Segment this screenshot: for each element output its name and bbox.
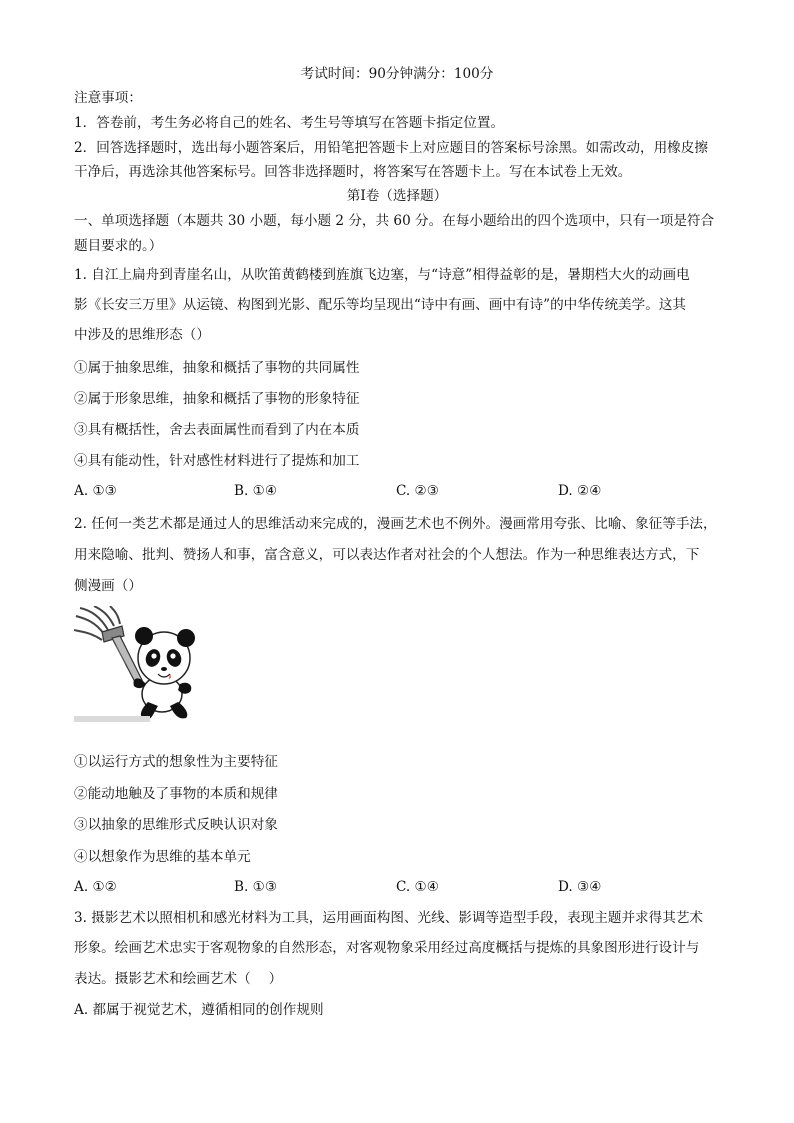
q2-option-a[interactable]: A. ①② — [74, 879, 117, 895]
q1-stem-line-2: 影《长安三万里》从运镜、构图到光影、配乐等均呈现出“诗中有画、画中有诗”的中华传统美学。这其 — [74, 297, 687, 313]
q2-stem-line-2: 用来隐喻、批判、赞扬人和事，富含意义，可以表达作者对社会的个人想法。作为一种思维表达方式，下 — [74, 547, 700, 563]
notice-item-1: 1．答卷前，考生务必将自己的姓名、考生号等填写在答题卡指定位置。 — [74, 115, 505, 131]
q1-option-b[interactable]: B. ①④ — [234, 483, 278, 499]
notice-item-2-line-2: 干净后，再选涂其他答案标号。回答非选择题时，将答案写在答题卡上。写在本试卷上无效。 — [74, 164, 632, 180]
section-title: 第Ⅰ卷（选择题） — [346, 188, 448, 204]
q2-statement-4: ④以想象作为思维的基本单元 — [74, 849, 251, 865]
q3-option-a[interactable]: A. 都属于视觉艺术，遵循相同的创作规则 — [74, 1002, 324, 1018]
q3-stem-line-3: 表达。摄影艺术和绘画艺术（ ） — [74, 971, 283, 987]
q2-stem-line-3: 侧漫画（） — [74, 578, 142, 594]
q2-statement-1: ①以运行方式的想象性为主要特征 — [74, 754, 278, 770]
q1-stem-line-1: 1. 自江上扁舟到青崖名山，从吹笛黄鹤楼到旌旗飞边塞，与“诗意”相得益彰的是，暑期档大火的动画电 — [74, 267, 690, 283]
q1-statement-1: ①属于抽象思维，抽象和概括了事物的共同属性 — [74, 360, 360, 376]
q1-option-a[interactable]: A. ①③ — [74, 483, 117, 499]
section-instruction-line-1: 一、单项选择题（本题共 30 小题，每小题 2 分，共 60 分。在每小题给出的四个选项中，只有一项是符合 — [74, 213, 715, 229]
q1-options — [74, 481, 724, 501]
q2-option-d[interactable]: D. ③④ — [558, 879, 602, 895]
panda-icon — [133, 627, 195, 720]
q2-option-c[interactable]: C. ①④ — [396, 879, 439, 895]
notice-item-2-line-1: 2．回答选择题时，选出每小题答案后，用铅笔把答题卡上对应题目的答案标号涂黑。如需改动，用橡皮擦 — [74, 140, 708, 156]
q1-statement-2: ②属于形象思维，抽象和概括了事物的形象特征 — [74, 391, 360, 407]
notice-title: 注意事项： — [74, 90, 142, 106]
q1-option-c[interactable]: C. ②③ — [396, 483, 439, 499]
q1-option-d[interactable]: D. ②④ — [558, 483, 602, 499]
q2-statement-2: ②能动地触及了事物的本质和规律 — [74, 786, 278, 802]
exam-info: 考试时间：90分钟满分：100分 — [300, 66, 494, 82]
q1-statement-4: ④具有能动性，针对感性材料进行了提炼和加工 — [74, 453, 360, 469]
q1-stem-line-3: 中涉及的思维形态（） — [74, 327, 210, 343]
q2-options — [74, 877, 724, 897]
panda-torch-cartoon — [74, 606, 204, 724]
q2-statement-3: ③以抽象的思维形式反映认识对象 — [74, 817, 278, 833]
q3-stem-line-1: 3. 摄影艺术以照相机和感光材料为工具，运用画面构图、光线、影调等造型手段，表现主题并求得其艺术 — [74, 910, 704, 926]
q1-statement-3: ③具有概括性，舍去表面属性而看到了内在本质 — [74, 422, 360, 438]
q3-stem-line-2: 形象。绘画艺术忠实于客观物象的自然形态，对客观物象采用经过高度概括与提炼的具象图形进行设计与 — [74, 940, 700, 956]
section-instruction-line-2: 题目要求的。） — [74, 238, 163, 254]
q2-stem-line-1: 2. 任何一类艺术都是通过人的思维活动来完成的，漫画艺术也不例外。漫画常用夸张、比喻、象征等手法， — [74, 516, 717, 532]
q2-option-b[interactable]: B. ①③ — [234, 879, 278, 895]
